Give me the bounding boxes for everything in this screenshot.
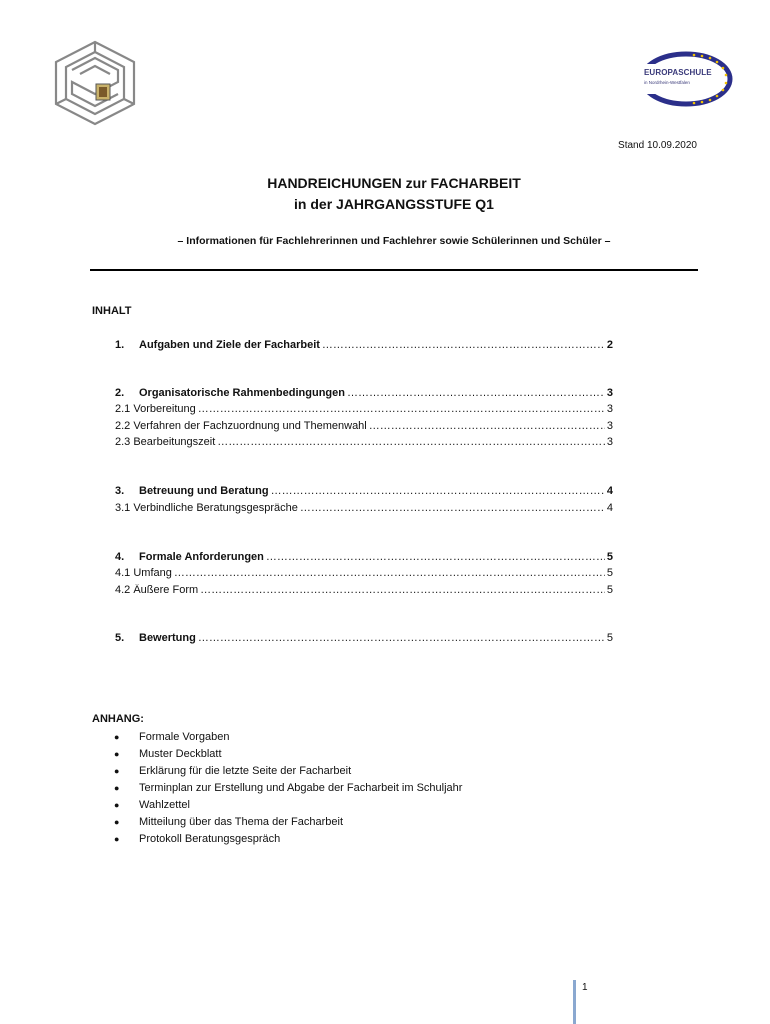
- bullet-icon: ●: [114, 783, 120, 793]
- toc-entry-label: Betreuung und Beratung: [139, 485, 269, 497]
- toc-dot-leader: [300, 502, 605, 514]
- toc-dot-leader: [266, 551, 605, 563]
- page-number-bar: [573, 980, 576, 1024]
- toc-entry-page: 4: [606, 502, 613, 514]
- toc-entry-number: 1.: [115, 339, 125, 351]
- toc-dot-leader: [198, 632, 605, 644]
- document-title-line1: HANDREICHUNGEN zur FACHARBEIT: [267, 175, 521, 191]
- toc-entry-page: 4: [606, 485, 613, 497]
- toc-entry-label: Organisatorische Rahmenbedingungen: [139, 387, 345, 399]
- toc-entry-2-1[interactable]: [115, 403, 613, 419]
- toc-entry-label: Bewertung: [139, 632, 196, 644]
- toc-entry-number: 4.: [115, 551, 125, 563]
- list-item: ● Muster Deckblatt: [114, 746, 462, 763]
- toc-entry-page: 3: [606, 387, 613, 399]
- toc-entry-page: 3: [606, 420, 613, 432]
- toc-entry-2-2[interactable]: [115, 420, 613, 436]
- list-item: ● Terminplan zur Erstellung und Abgabe der Facharbeit im Schuljahr: [114, 780, 462, 797]
- toc-entry-label: 2.2 Verfahren der Fachzuordnung und Themenwahl: [115, 420, 367, 432]
- toc-heading: INHALT: [92, 305, 132, 317]
- toc-entry-4-2[interactable]: [115, 584, 613, 600]
- toc-dot-leader: [200, 584, 605, 596]
- document-title-line2: in der JAHRGANGSSTUFE Q1: [294, 196, 494, 212]
- toc-entry-page: 5: [606, 632, 613, 644]
- toc-dot-leader: [217, 436, 605, 448]
- toc-entry-2-3[interactable]: [115, 436, 613, 452]
- header-divider: [90, 269, 698, 271]
- toc-entry-label: 2.1 Vorbereitung: [115, 403, 196, 415]
- toc-entry-3[interactable]: [115, 485, 613, 501]
- list-item: ● Wahlzettel: [114, 797, 462, 814]
- toc-entry-page: 2: [606, 339, 613, 351]
- toc-entry-number: 3.: [115, 485, 125, 497]
- appendix-heading: ANHANG:: [92, 713, 144, 725]
- toc-entry-label: 4.1 Umfang: [115, 567, 172, 579]
- document-subtitle: – Informationen für Fachlehrerinnen und Fachlehrer sowie Schülerinnen und Schüler –: [177, 235, 611, 247]
- toc-entry-page: 3: [606, 436, 613, 448]
- toc-dot-leader: [174, 567, 605, 579]
- toc-entry-5[interactable]: [115, 632, 613, 648]
- logo-text-nrw: in Nordrhein-Westfalen: [644, 80, 690, 85]
- toc-entry-3-1[interactable]: [115, 502, 613, 518]
- appendix-list: [114, 729, 462, 848]
- toc-entry-4-1[interactable]: [115, 567, 613, 583]
- toc-dot-leader: [322, 339, 605, 351]
- toc-dot-leader: [347, 387, 605, 399]
- toc-dot-leader: [369, 420, 605, 432]
- toc-entry-2[interactable]: [115, 387, 613, 403]
- toc-entry-label: Aufgaben und Ziele der Facharbeit: [139, 339, 320, 351]
- logo-text-europaschule: EUROPASCHULE: [644, 68, 712, 77]
- toc-entry-label: 3.1 Verbindliche Beratungsgespräche: [115, 502, 298, 514]
- page-number: 1: [582, 982, 588, 993]
- list-item: ● Formale Vorgaben: [114, 729, 462, 746]
- bullet-icon: ●: [114, 834, 120, 844]
- europaschule-logo: [634, 50, 734, 108]
- toc-entry-label: 2.3 Bearbeitungszeit: [115, 436, 216, 448]
- date-stamp: Stand 10.09.2020: [618, 140, 697, 151]
- toc-dot-leader: [271, 485, 605, 497]
- bullet-icon: ●: [114, 732, 120, 742]
- list-item: ● Erklärung für die letzte Seite der Facharbeit: [114, 763, 462, 780]
- toc-entry-4[interactable]: [115, 551, 613, 567]
- toc-entry-label: Formale Anforderungen: [139, 551, 264, 563]
- toc-dot-leader: [198, 403, 605, 415]
- bullet-icon: ●: [114, 800, 120, 810]
- toc-entry-page: 5: [606, 567, 613, 579]
- school-logo: [52, 38, 138, 128]
- bullet-icon: ●: [114, 766, 120, 776]
- toc-entry-number: 2.: [115, 387, 125, 399]
- toc-entry-1[interactable]: [115, 339, 613, 355]
- toc-entry-page: 5: [606, 584, 613, 596]
- toc-entry-label: 4.2 Äußere Form: [115, 584, 199, 596]
- toc-entry-page: 3: [606, 403, 613, 415]
- bullet-icon: ●: [114, 749, 120, 759]
- list-item: ● Mitteilung über das Thema der Facharbeit: [114, 814, 462, 831]
- list-item: ● Protokoll Beratungsgespräch: [114, 831, 462, 848]
- toc-entry-number: 5.: [115, 632, 125, 644]
- toc-entry-page: 5: [606, 551, 613, 563]
- bullet-icon: ●: [114, 817, 120, 827]
